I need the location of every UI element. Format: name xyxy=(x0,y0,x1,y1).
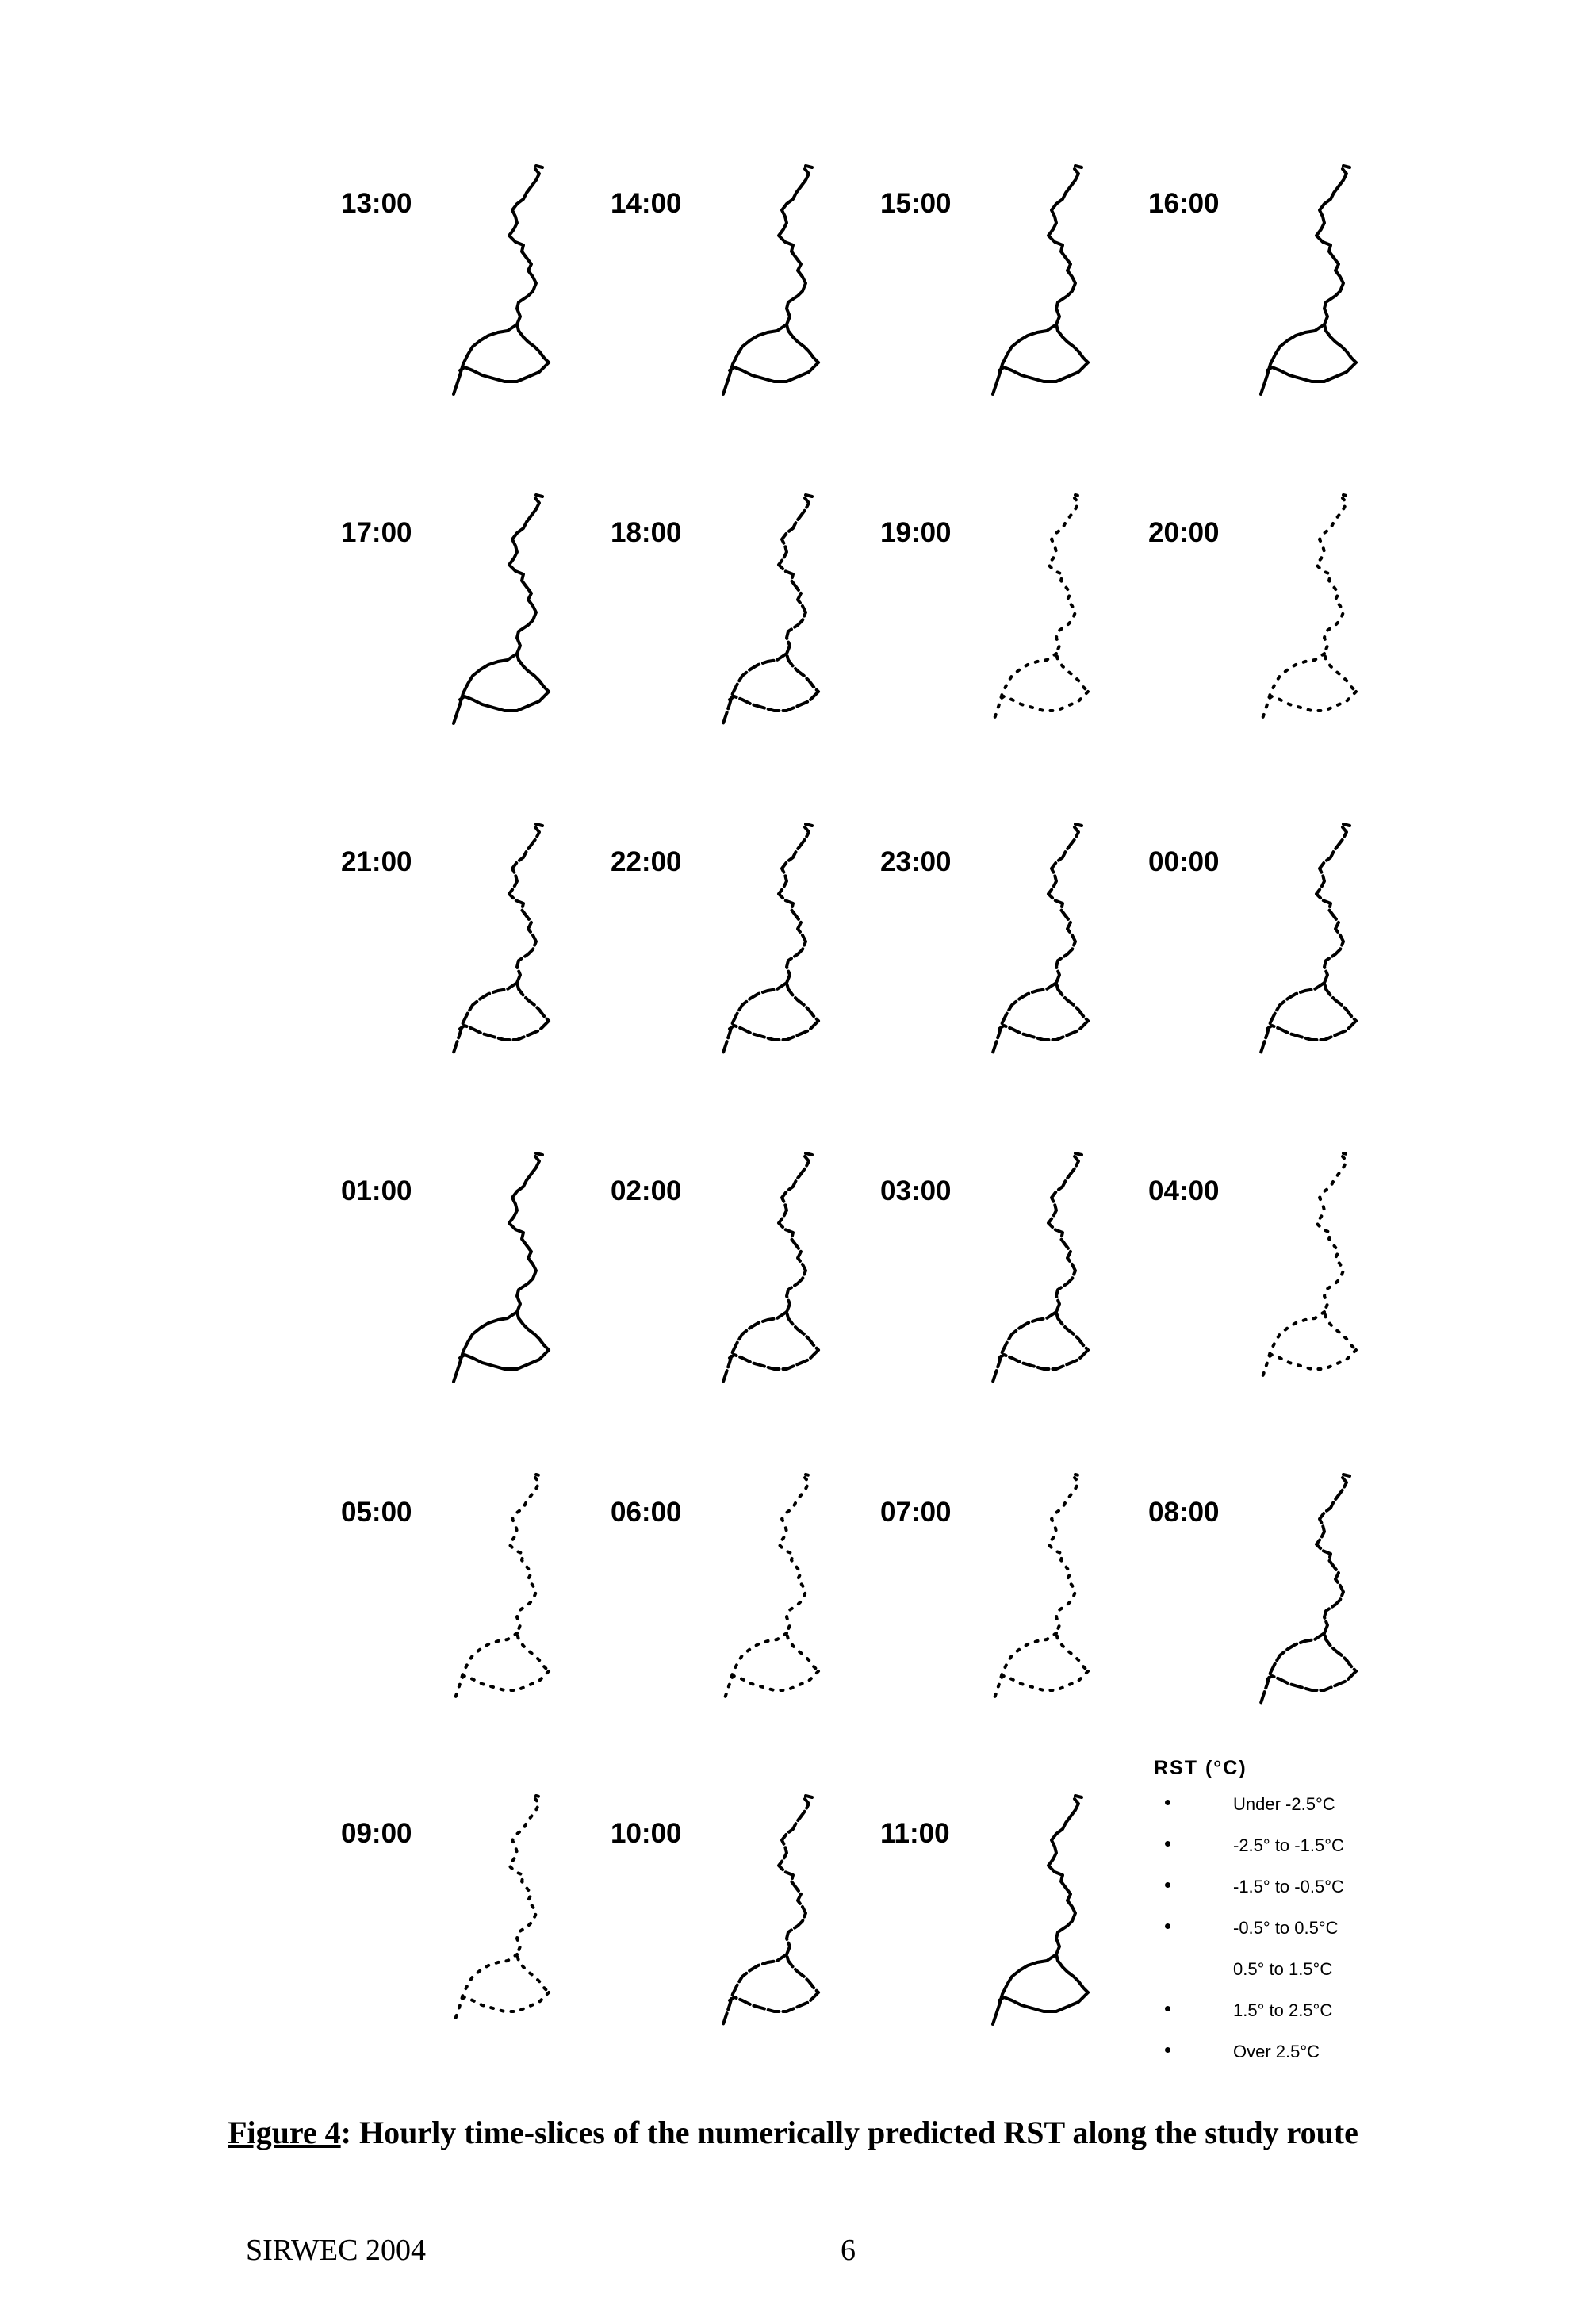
route-north-segment xyxy=(779,1799,818,1992)
route-north-segment xyxy=(1316,1156,1356,1350)
route-upper-branch xyxy=(993,324,1056,394)
route-upper-branch xyxy=(454,983,517,1053)
legend-marker xyxy=(1165,1882,1170,1888)
route-lower-branch xyxy=(730,1992,818,2011)
route-upper-branch xyxy=(993,1312,1056,1382)
route-end-tick xyxy=(806,1475,812,1476)
time-label: 20:00 xyxy=(1148,517,1220,548)
route-north-segment xyxy=(779,1156,818,1350)
route-map xyxy=(975,155,1150,456)
route-end-tick xyxy=(536,1796,542,1797)
time-label: 23:00 xyxy=(880,846,952,877)
route-upper-branch xyxy=(723,654,787,723)
time-slice-panel xyxy=(341,813,595,1130)
route-end-tick xyxy=(806,495,812,497)
time-label: 08:00 xyxy=(1148,1497,1220,1528)
route-north-segment xyxy=(1048,169,1088,362)
route-map xyxy=(1243,1463,1418,1765)
route-north-segment xyxy=(1048,1478,1088,1671)
time-slice-panel xyxy=(1148,155,1402,472)
time-slice-panel xyxy=(880,1142,1134,1459)
route-map xyxy=(436,1142,611,1444)
legend-item xyxy=(1154,1794,1471,1835)
legend-item xyxy=(1154,1877,1471,1918)
legend-item xyxy=(1154,1959,1471,2000)
route-lower-branch xyxy=(460,1671,549,1690)
route-upper-branch xyxy=(993,983,1056,1053)
time-slice-panel xyxy=(341,484,595,801)
route-lower-branch xyxy=(1267,1671,1356,1690)
route-map xyxy=(975,813,1150,1114)
route-north-segment xyxy=(779,827,818,1021)
time-slice-panel xyxy=(880,484,1134,801)
time-label: 13:00 xyxy=(341,188,412,219)
route-north-segment xyxy=(1316,1478,1356,1671)
route-upper-branch xyxy=(454,1312,517,1382)
time-label: 03:00 xyxy=(880,1175,952,1206)
route-north-segment xyxy=(509,1799,549,1992)
route-lower-branch xyxy=(999,1021,1088,1040)
route-map xyxy=(706,1785,880,2086)
route-lower-branch xyxy=(1267,1350,1356,1369)
route-north-segment xyxy=(779,1478,818,1671)
time-label: 10:00 xyxy=(611,1818,682,1849)
time-slice-panel xyxy=(341,1785,595,2102)
route-end-tick xyxy=(806,166,812,167)
route-upper-branch xyxy=(454,654,517,723)
route-end-tick xyxy=(1075,1796,1082,1797)
route-map xyxy=(436,484,611,785)
route-upper-branch xyxy=(723,1312,787,1382)
route-north-segment xyxy=(1316,827,1356,1021)
route-map xyxy=(1243,1142,1418,1444)
figure-caption xyxy=(0,2114,1586,2151)
route-lower-branch xyxy=(460,692,549,711)
time-slice-panel xyxy=(611,1785,864,2102)
time-slice-panel xyxy=(1148,484,1402,801)
legend-item xyxy=(1154,1918,1471,1959)
route-upper-branch xyxy=(454,1633,517,1703)
time-label: 11:00 xyxy=(880,1818,950,1849)
route-lower-branch xyxy=(730,1671,818,1690)
route-end-tick xyxy=(536,495,542,497)
footer-conference: SIRWEC 2004 xyxy=(246,2234,426,2267)
route-map xyxy=(1243,484,1418,785)
route-north-segment xyxy=(1316,169,1356,362)
time-label: 07:00 xyxy=(880,1497,952,1528)
time-slice-panel xyxy=(611,1463,864,1781)
route-north-segment xyxy=(1048,1156,1088,1350)
time-label: 06:00 xyxy=(611,1497,682,1528)
route-end-tick xyxy=(1343,495,1350,497)
route-north-segment xyxy=(509,1156,549,1350)
legend-label: 1.5° to 2.5°C xyxy=(1233,2000,1333,2020)
figure-label: Figure 4 xyxy=(228,2115,341,2150)
route-upper-branch xyxy=(723,324,787,394)
legend-marker xyxy=(1165,1800,1170,1805)
route-upper-branch xyxy=(993,1633,1056,1703)
page-number: 6 xyxy=(841,2234,856,2267)
time-slice-panel xyxy=(611,1142,864,1459)
route-end-tick xyxy=(536,824,542,826)
legend-item xyxy=(1154,2042,1471,2083)
route-upper-branch xyxy=(1261,1633,1324,1703)
route-north-segment xyxy=(1316,498,1356,692)
route-north-segment xyxy=(509,498,549,692)
route-upper-branch xyxy=(1261,324,1324,394)
legend-title: RST (°C) xyxy=(1154,1757,1247,1779)
time-slice-panel xyxy=(880,1785,1134,2102)
legend-label: Under -2.5°C xyxy=(1233,1794,1335,1814)
route-lower-branch xyxy=(460,1350,549,1369)
time-label: 19:00 xyxy=(880,517,952,548)
route-north-segment xyxy=(509,827,549,1021)
route-map xyxy=(1243,155,1418,456)
time-slice-panel xyxy=(880,1463,1134,1781)
time-label: 14:00 xyxy=(611,188,682,219)
legend-label: -1.5° to -0.5°C xyxy=(1233,1877,1344,1896)
time-label: 09:00 xyxy=(341,1818,412,1849)
route-upper-branch xyxy=(723,1633,787,1703)
route-lower-branch xyxy=(999,692,1088,711)
route-upper-branch xyxy=(1261,1312,1324,1382)
route-north-segment xyxy=(1048,1799,1088,1992)
route-map xyxy=(975,1785,1150,2086)
route-end-tick xyxy=(536,1153,542,1155)
route-map xyxy=(436,1463,611,1765)
time-slice-panel xyxy=(880,155,1134,472)
time-slice-panel xyxy=(611,155,864,472)
route-lower-branch xyxy=(1267,1021,1356,1040)
route-map xyxy=(975,1142,1150,1444)
legend-label: -2.5° to -1.5°C xyxy=(1233,1835,1344,1855)
route-north-segment xyxy=(1048,827,1088,1021)
time-label: 18:00 xyxy=(611,517,682,548)
route-end-tick xyxy=(1343,166,1350,167)
route-north-segment xyxy=(1048,498,1088,692)
time-slice-panel xyxy=(1148,1142,1402,1459)
route-lower-branch xyxy=(460,1021,549,1040)
route-upper-branch xyxy=(993,1954,1056,2024)
legend-label: -0.5° to 0.5°C xyxy=(1233,1918,1339,1938)
route-lower-branch xyxy=(999,1350,1088,1369)
route-lower-branch xyxy=(999,1671,1088,1690)
route-lower-branch xyxy=(730,1350,818,1369)
route-lower-branch xyxy=(999,362,1088,382)
route-north-segment xyxy=(509,1478,549,1671)
time-label: 01:00 xyxy=(341,1175,412,1206)
route-lower-branch xyxy=(1267,362,1356,382)
time-label: 21:00 xyxy=(341,846,412,877)
route-map xyxy=(436,155,611,456)
legend-marker xyxy=(1165,2006,1170,2011)
route-map xyxy=(436,1785,611,2086)
time-slice-panel xyxy=(341,1142,595,1459)
time-slice-panel xyxy=(1148,813,1402,1130)
rst-legend xyxy=(1154,1757,1471,2083)
route-map xyxy=(975,484,1150,785)
route-map xyxy=(1243,813,1418,1114)
route-map xyxy=(706,155,880,456)
route-lower-branch xyxy=(460,1992,549,2011)
route-upper-branch xyxy=(723,983,787,1053)
route-map xyxy=(706,484,880,785)
time-slice-panel xyxy=(611,484,864,801)
route-north-segment xyxy=(509,169,549,362)
route-upper-branch xyxy=(454,1954,517,2024)
route-end-tick xyxy=(1075,1475,1082,1476)
time-label: 15:00 xyxy=(880,188,952,219)
time-slice-panel xyxy=(611,813,864,1130)
legend-item xyxy=(1154,1835,1471,1877)
time-slice-panel xyxy=(341,155,595,472)
route-map xyxy=(436,813,611,1114)
route-upper-branch xyxy=(723,1954,787,2024)
time-label: 00:00 xyxy=(1148,846,1220,877)
route-end-tick xyxy=(806,1153,812,1155)
time-slice-panel xyxy=(341,1463,595,1781)
legend-marker xyxy=(1165,2047,1170,2053)
route-end-tick xyxy=(1075,824,1082,826)
route-end-tick xyxy=(806,824,812,826)
route-end-tick xyxy=(536,166,542,167)
time-slice-panel xyxy=(880,813,1134,1130)
time-label: 22:00 xyxy=(611,846,682,877)
route-lower-branch xyxy=(730,1021,818,1040)
route-map xyxy=(706,813,880,1114)
route-end-tick xyxy=(1343,824,1350,826)
route-upper-branch xyxy=(1261,654,1324,723)
route-lower-branch xyxy=(730,692,818,711)
route-upper-branch xyxy=(993,654,1056,723)
time-label: 04:00 xyxy=(1148,1175,1220,1206)
route-map xyxy=(975,1463,1150,1765)
route-upper-branch xyxy=(1261,983,1324,1053)
legend-item xyxy=(1154,2000,1471,2042)
route-end-tick xyxy=(1075,166,1082,167)
figure-caption-text: : Hourly time-slices of the numerically predicted RST along the study route xyxy=(340,2115,1358,2150)
time-label: 05:00 xyxy=(341,1497,412,1528)
time-label: 16:00 xyxy=(1148,188,1220,219)
route-north-segment xyxy=(779,169,818,362)
time-label: 17:00 xyxy=(341,517,412,548)
route-end-tick xyxy=(1343,1475,1350,1476)
route-map xyxy=(706,1142,880,1444)
legend-marker xyxy=(1165,1923,1170,1929)
route-upper-branch xyxy=(454,324,517,394)
route-lower-branch xyxy=(1267,692,1356,711)
legend-marker xyxy=(1165,1841,1170,1847)
route-north-segment xyxy=(779,498,818,692)
legend-label: Over 2.5°C xyxy=(1233,2042,1320,2061)
route-lower-branch xyxy=(999,1992,1088,2011)
time-slice-panel xyxy=(1148,1463,1402,1781)
legend-label: 0.5° to 1.5°C xyxy=(1233,1959,1333,1979)
time-label: 02:00 xyxy=(611,1175,682,1206)
route-map xyxy=(706,1463,880,1765)
route-end-tick xyxy=(1343,1153,1350,1155)
route-lower-branch xyxy=(460,362,549,382)
route-end-tick xyxy=(536,1475,542,1476)
route-lower-branch xyxy=(730,362,818,382)
route-end-tick xyxy=(1075,1153,1082,1155)
route-end-tick xyxy=(806,1796,812,1797)
route-end-tick xyxy=(1075,495,1082,497)
